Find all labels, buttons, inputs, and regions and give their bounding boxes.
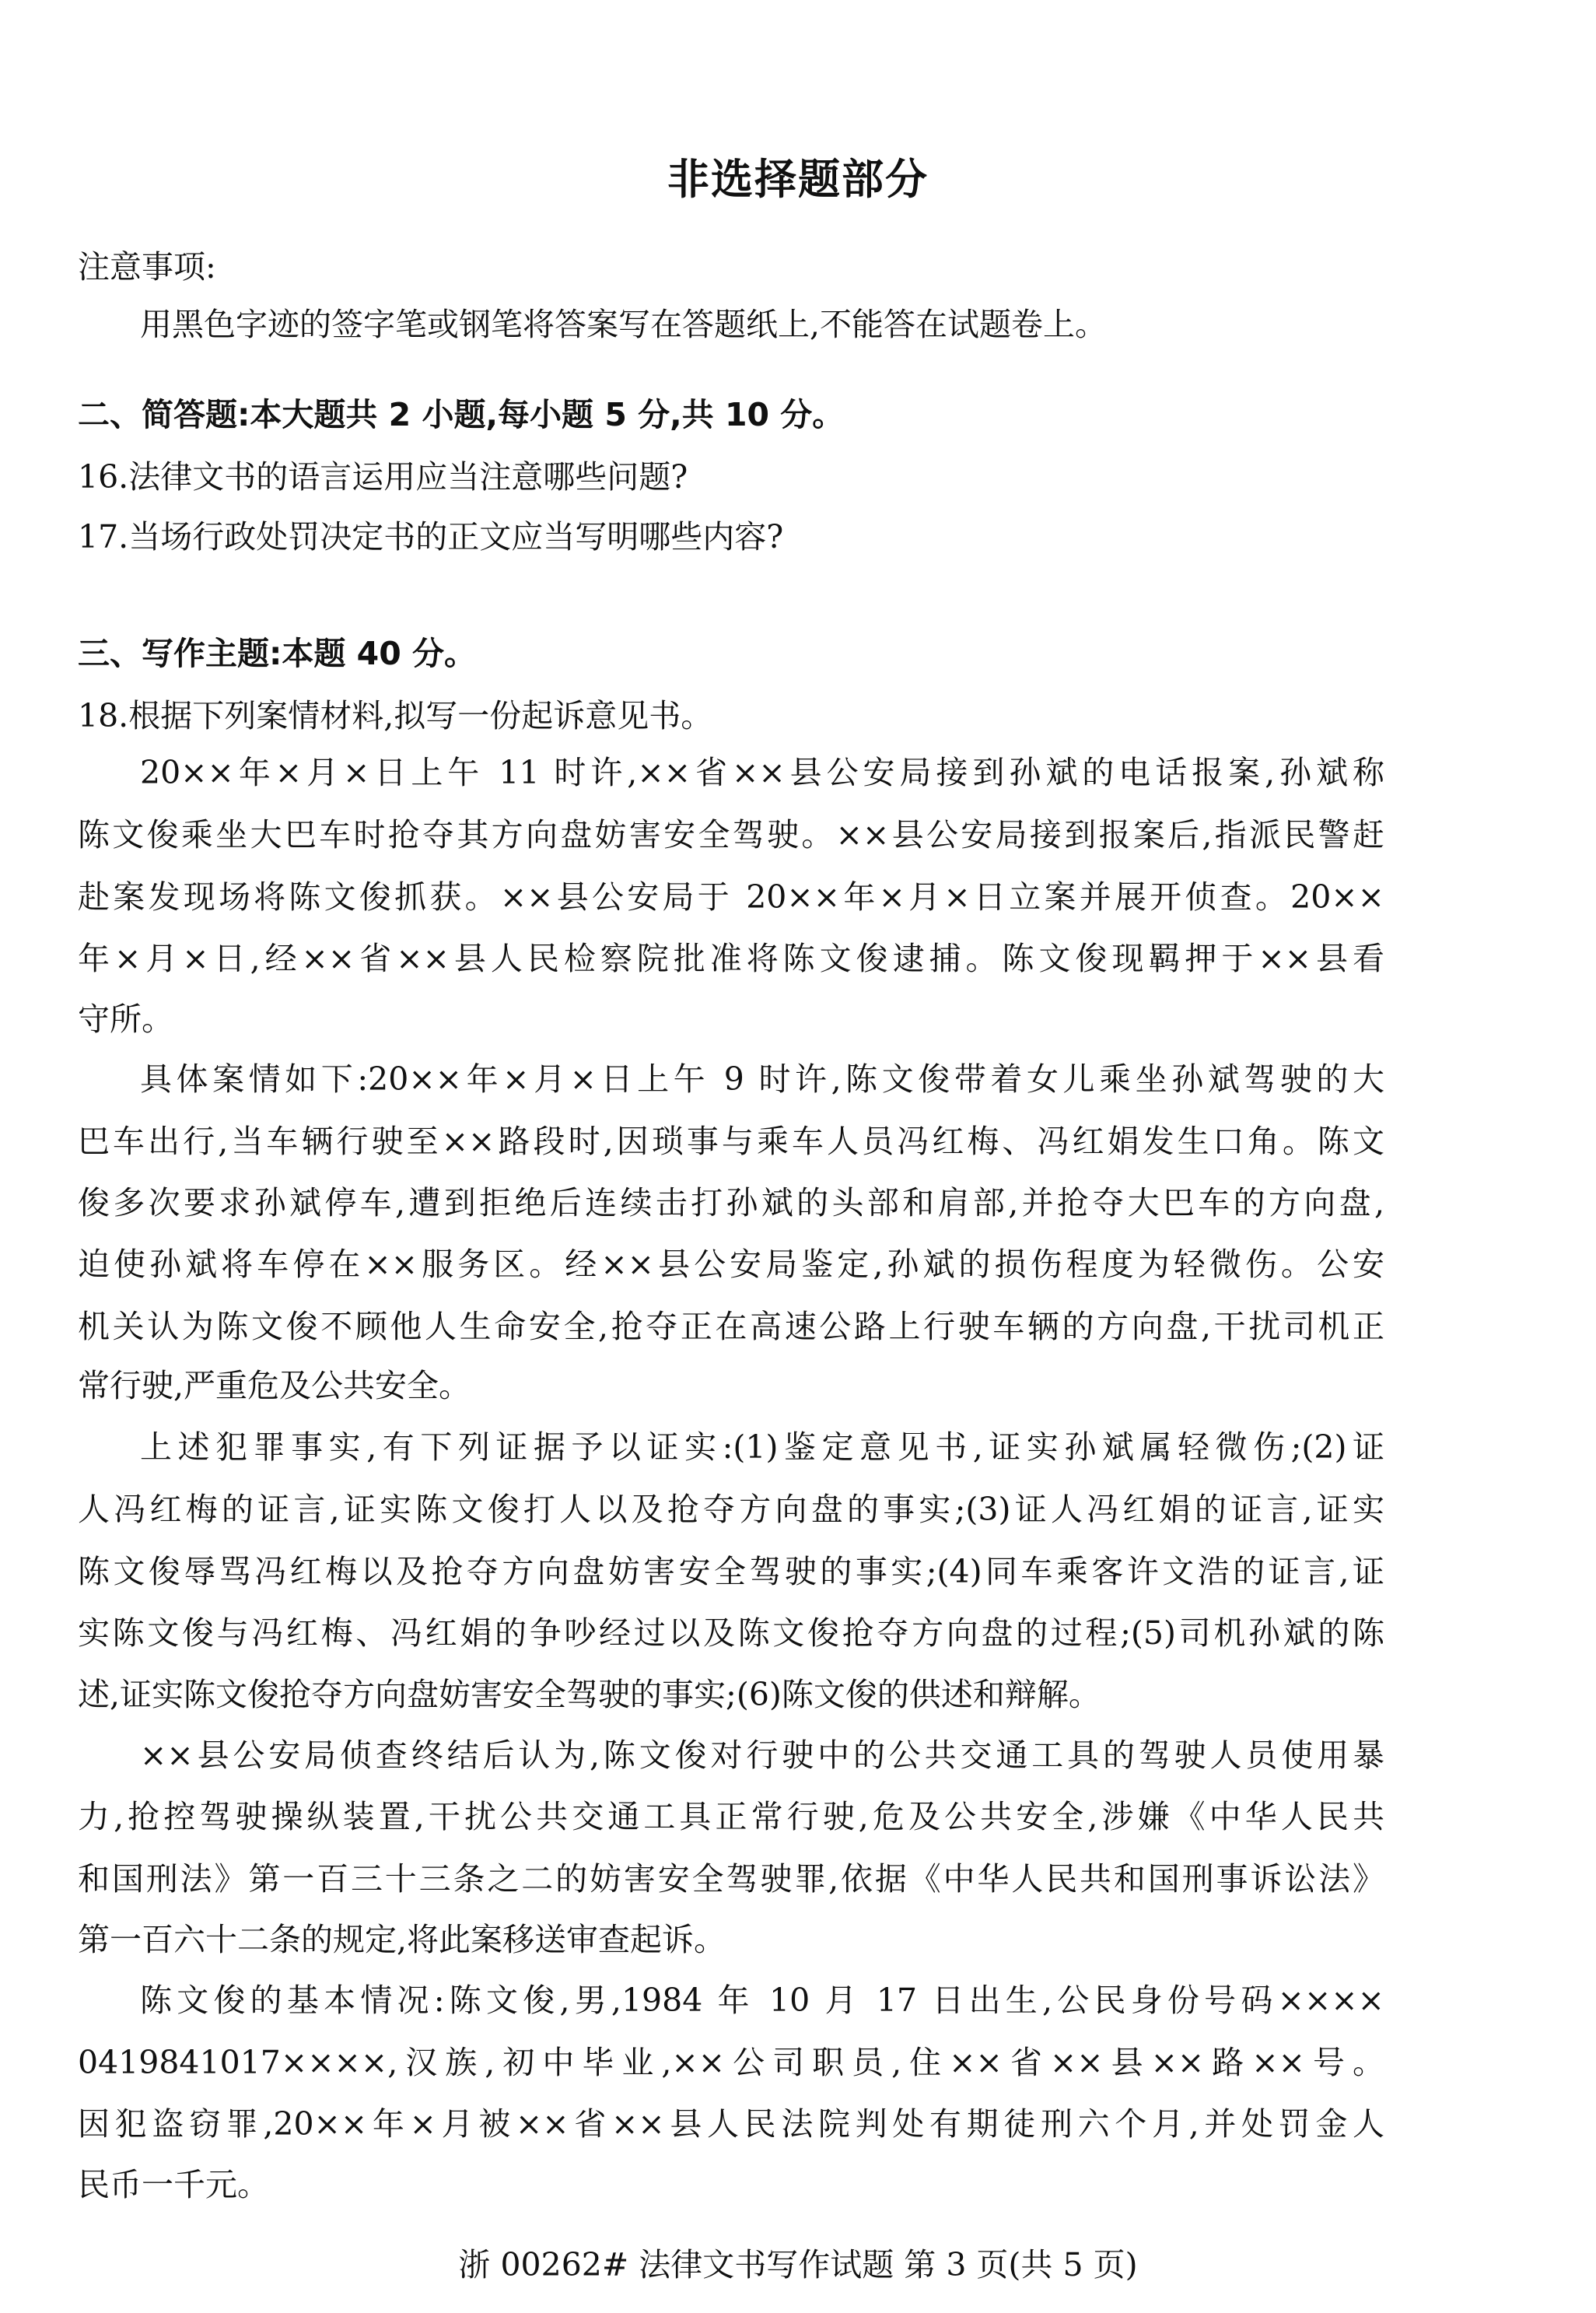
case-line: 常行驶,严重危及公共安全。 bbox=[78, 1367, 471, 1404]
case-line: 述,证实陈文俊抢夺方向盘妨害安全驾驶的事实;(6)陈文俊的供述和辩解。 bbox=[78, 1676, 1101, 1713]
case-line: 守所。 bbox=[78, 1001, 173, 1038]
question-18: 18.根据下列案情材料,拟写一份起诉意见书。 bbox=[78, 697, 713, 734]
page-footer: 浙 00262# 法律文书写作试题 第 3 页(共 5 页) bbox=[458, 2246, 1138, 2283]
question-17: 17.当场行政处罚决定书的正文应当写明哪些内容? bbox=[78, 518, 784, 555]
case-line: 和国刑法》第一百三十三条之二的妨害安全驾驶罪,依据《中华人民共和国刑事诉讼法》 bbox=[78, 1860, 1384, 1898]
case-line: 因犯盗窃罪,20××年×月被××省××县人民法院判处有期徒刑六个月,并处罚金人 bbox=[78, 2105, 1384, 2143]
case-line: 陈文俊的基本情况:陈文俊,男,1984 年 10 月 17 日出生,公民身份号码×××× bbox=[140, 1982, 1384, 2019]
case-line: 20××年×月×日上午 11 时许,××省××县公安局接到孙斌的电话报案,孙斌称 bbox=[140, 754, 1384, 791]
case-line: 上述犯罪事实,有下列证据予以证实:(1)鉴定意见书,证实孙斌属轻微伤;(2)证 bbox=[140, 1428, 1384, 1466]
section-2-heading: 二、简答题:本大题共 2 小题,每小题 5 分,共 10 分。 bbox=[78, 396, 845, 433]
notice-heading: 注意事项: bbox=[78, 248, 216, 286]
case-line: 人冯红梅的证言,证实陈文俊打人以及抢夺方向盘的事实;(3)证人冯红娟的证言,证实 bbox=[78, 1491, 1384, 1528]
section-3-heading: 三、写作主题:本题 40 分。 bbox=[78, 635, 476, 672]
case-line: 机关认为陈文俊不顾他人生命安全,抢夺正在高速公路上行驶车辆的方向盘,干扰司机正 bbox=[78, 1308, 1384, 1345]
case-line: 第一百六十二条的规定,将此案移送审查起诉。 bbox=[78, 1921, 726, 1958]
case-line: 赴案发现场将陈文俊抓获。××县公安局于 20××年×月×日立案并展开侦查。20×× bbox=[78, 878, 1384, 916]
case-line: 俊多次要求孙斌停车,遭到拒绝后连续击打孙斌的头部和肩部,并抢夺大巴车的方向盘, bbox=[78, 1184, 1384, 1221]
case-line: 陈文俊辱骂冯红梅以及抢夺方向盘妨害安全驾驶的事实;(4)同车乘客许文浩的证言,证 bbox=[78, 1553, 1384, 1590]
case-line: 年×月×日,经××省××县人民检察院批准将陈文俊逮捕。陈文俊现羁押于××县看 bbox=[78, 940, 1384, 977]
case-line: 0419841017××××,汉族,初中毕业,××公司职员,住××省××县××路××号。 bbox=[78, 2044, 1384, 2081]
case-line: 力,抢控驾驶操纵装置,干扰公共交通工具正常行驶,危及公共安全,涉嫌《中华人民共 bbox=[78, 1798, 1384, 1835]
notice-text: 用黑色字迹的签字笔或钢笔将答案写在答题纸上,不能答在试题卷上。 bbox=[140, 306, 1108, 343]
case-line: 实陈文俊与冯红梅、冯红娟的争吵经过以及陈文俊抢夺方向盘的过程;(5)司机孙斌的陈 bbox=[78, 1614, 1384, 1652]
question-16: 16.法律文书的语言运用应当注意哪些问题? bbox=[78, 458, 688, 496]
case-line: 民币一千元。 bbox=[78, 2166, 269, 2203]
case-line: ××县公安局侦查终结后认为,陈文俊对行驶中的公共交通工具的驾驶人员使用暴 bbox=[140, 1737, 1384, 1774]
page-title: 非选择题部分 bbox=[667, 155, 929, 204]
case-line: 陈文俊乘坐大巴车时抢夺其方向盘妨害安全驾驶。××县公安局接到报案后,指派民警赶 bbox=[78, 816, 1384, 853]
case-line: 具体案情如下:20××年×月×日上午 9 时许,陈文俊带着女儿乘坐孙斌驾驶的大 bbox=[140, 1060, 1384, 1098]
case-line: 迫使孙斌将车停在××服务区。经××县公安局鉴定,孙斌的损伤程度为轻微伤。公安 bbox=[78, 1246, 1384, 1283]
case-line: 巴车出行,当车辆行驶至××路段时,因琐事与乘车人员冯红梅、冯红娟发生口角。陈文 bbox=[78, 1123, 1384, 1160]
